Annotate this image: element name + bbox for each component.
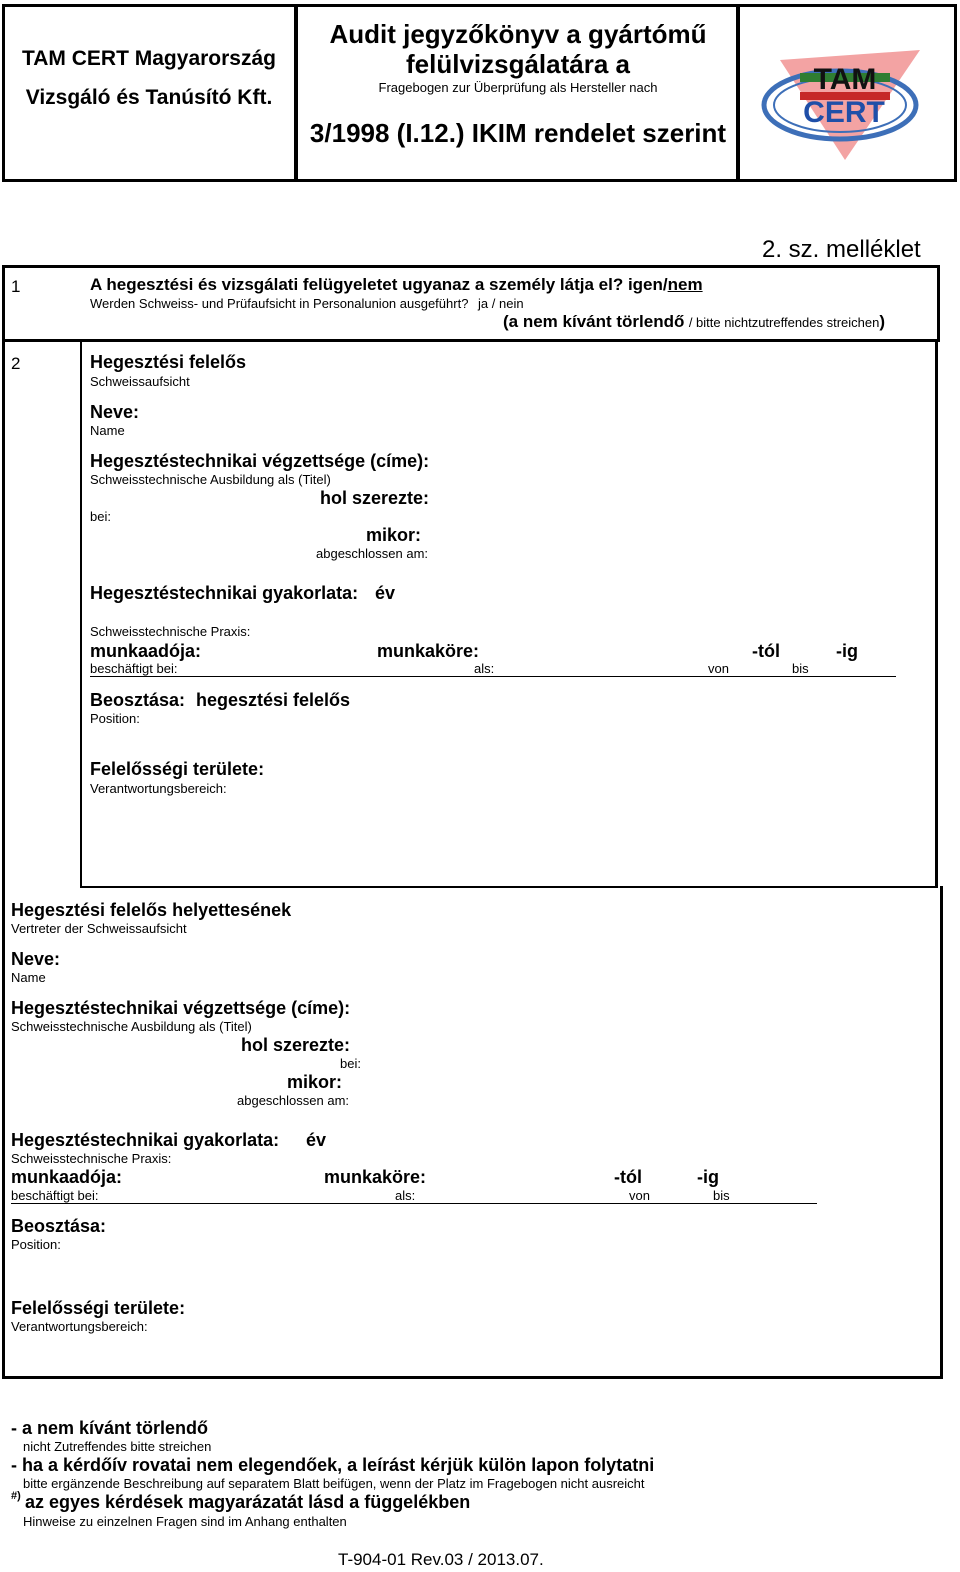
footnote-3-mark: #): [11, 1490, 21, 1502]
deputy-practice-unit: év: [306, 1130, 327, 1150]
deputy-education-label: Hegesztéstechnikai végzettsége (címe):: [11, 998, 351, 1018]
question-2-inner-box: [80, 340, 938, 888]
q1-answer-sep: /: [662, 275, 668, 294]
deputy-job-label: munkaköre:: [324, 1167, 427, 1187]
doc-title-line2: felülvizsgálatára a: [406, 49, 630, 79]
q2-employer-label: munkaadója:: [90, 641, 202, 661]
annex-label: 2. sz. melléklet: [762, 236, 921, 263]
org-subname: Vizsgáló és Tanúsító Kft.: [25, 86, 273, 109]
deputy-employment-line: [11, 1203, 817, 1204]
footnote-3-de: Hinweise zu einzelnen Fragen sind im Anhang enthalten: [23, 1514, 347, 1529]
logo-cert-text: CERT: [803, 96, 885, 129]
q2-title: Hegesztési felelős: [90, 352, 247, 372]
q2-responsibility-label-de: Verantwortungsbereich:: [90, 781, 227, 796]
footnote-1: - a nem kívánt törlendő: [11, 1418, 209, 1438]
q2-employment-line: [90, 676, 896, 677]
q2-job-label-de: als:: [474, 661, 495, 676]
footnote-2: - ha a kérdőív rovatai nem elegendőek, a leírást kérjük külön lapon folytatni: [11, 1455, 655, 1475]
deputy-title: Hegesztési felelős helyettesének: [11, 900, 292, 920]
question-2-left-border: [2, 340, 5, 888]
q2-from-label: -tól: [752, 641, 780, 661]
deputy-where-label: hol szerezte:: [241, 1035, 351, 1055]
deputy-to-label-de: bis: [713, 1188, 730, 1203]
q2-position-label-de: Position:: [90, 711, 140, 726]
q1-answer-no[interactable]: nem: [667, 275, 703, 294]
q2-from-label-de: von: [708, 661, 729, 676]
org-name: TAM CERT Magyarország: [22, 47, 276, 70]
deputy-position-label-de: Position:: [11, 1237, 61, 1252]
deputy-responsibility-label: Felelősségi területe:: [11, 1298, 186, 1318]
footnote-2-de: bitte ergänzende Beschreibung auf separatem Blatt beifügen, wenn der Platz im Fragebogen nicht ausreicht: [23, 1476, 645, 1491]
q2-position-label: Beosztása:: [90, 690, 186, 710]
q2-where-label: hol szerezte:: [320, 488, 430, 508]
q2-employer-label-de: beschäftigt bei:: [90, 661, 178, 676]
q1-answer-yes[interactable]: igen: [627, 275, 663, 294]
tam-cert-logo: [760, 40, 930, 165]
q2-practice-label: Hegesztéstechnikai gyakorlata:: [90, 583, 359, 603]
q1-question-text: A hegesztési és vizsgálati felügyeletet ugyanaz a személy látja el?: [90, 275, 624, 294]
q2-job-label: munkaköre:: [377, 641, 480, 661]
q1-note: [503, 312, 885, 332]
q2-name-label-de: Name: [90, 423, 125, 438]
deputy-name-label-de: Name: [11, 970, 46, 985]
q1-note-de: / bitte nichtzutreffendes streichen: [688, 315, 880, 330]
q1-question: [90, 275, 703, 295]
q2-practice-unit: év: [375, 583, 396, 603]
q2-title-de: Schweissaufsicht: [90, 374, 190, 389]
deputy-responsibility-label-de: Verantwortungsbereich:: [11, 1319, 148, 1334]
q2-where-label-de: bei:: [90, 509, 111, 524]
regulation-title: 3/1998 (I.12.) IKIM rendelet szerint: [309, 118, 727, 148]
q2-education-label-de: Schweisstechnische Ausbildung als (Titel): [90, 472, 331, 487]
q2-practice-label-de: Schweisstechnische Praxis:: [90, 624, 251, 639]
deputy-employer-label-de: beschäftigt bei:: [11, 1188, 99, 1203]
deputy-from-label-de: von: [629, 1188, 650, 1203]
deputy-practice-label-de: Schweisstechnische Praxis:: [11, 1151, 172, 1166]
q2-responsibility-label: Felelősségi területe:: [90, 759, 265, 779]
q2-when-label: mikor:: [366, 525, 422, 545]
footnote-3: az egyes kérdések magyarázatát lásd a függelékben: [25, 1492, 471, 1512]
q1-number: 1: [11, 277, 21, 296]
doc-title-de: Fragebogen zur Überprüfung als Hersteller nach: [378, 80, 658, 95]
deputy-when-label: mikor:: [287, 1072, 343, 1092]
q2-name-label: Neve:: [90, 402, 140, 422]
deputy-name-label: Neve:: [11, 949, 61, 969]
deputy-job-label-de: als:: [395, 1188, 416, 1203]
q1-answer-de[interactable]: ja / nein: [478, 296, 524, 311]
q1-question-de: [90, 296, 524, 311]
q2-to-label: -ig: [836, 641, 858, 661]
deputy-from-label: -tól: [614, 1167, 642, 1187]
footnote-1-de: nicht Zutreffendes bitte streichen: [23, 1439, 212, 1454]
deputy-education-label-de: Schweisstechnische Ausbildung als (Titel): [11, 1019, 252, 1034]
q1-question-de-text: Werden Schweiss- und Prüfaufsicht in Personalunion ausgeführt?: [90, 296, 469, 311]
logo-tam-text: TAM: [813, 63, 877, 96]
q2-number: 2: [11, 354, 21, 373]
document-code: T-904-01 Rev.03 / 2013.07.: [338, 1550, 544, 1569]
deputy-when-label-de: abgeschlossen am:: [237, 1093, 350, 1108]
q2-to-label-de: bis: [792, 661, 809, 676]
doc-title-line1: Audit jegyzőkönyv a gyártómű: [329, 19, 707, 49]
deputy-where-label-de: bei:: [340, 1056, 361, 1071]
q2-when-label-de: abgeschlossen am:: [316, 546, 429, 561]
deputy-employer-label: munkaadója:: [11, 1167, 123, 1187]
q1-note-hu: (a nem kívánt törlendő: [503, 312, 685, 331]
deputy-position-label: Beosztása:: [11, 1216, 107, 1236]
q2-education-label: Hegesztéstechnikai végzettsége (címe):: [90, 451, 430, 471]
deputy-to-label: -ig: [697, 1167, 719, 1187]
deputy-title-de: Vertreter der Schweissaufsicht: [11, 921, 187, 936]
q1-note-close: ): [879, 312, 886, 331]
deputy-practice-label: Hegesztéstechnikai gyakorlata:: [11, 1130, 280, 1150]
q2-position-value: hegesztési felelős: [196, 690, 351, 710]
